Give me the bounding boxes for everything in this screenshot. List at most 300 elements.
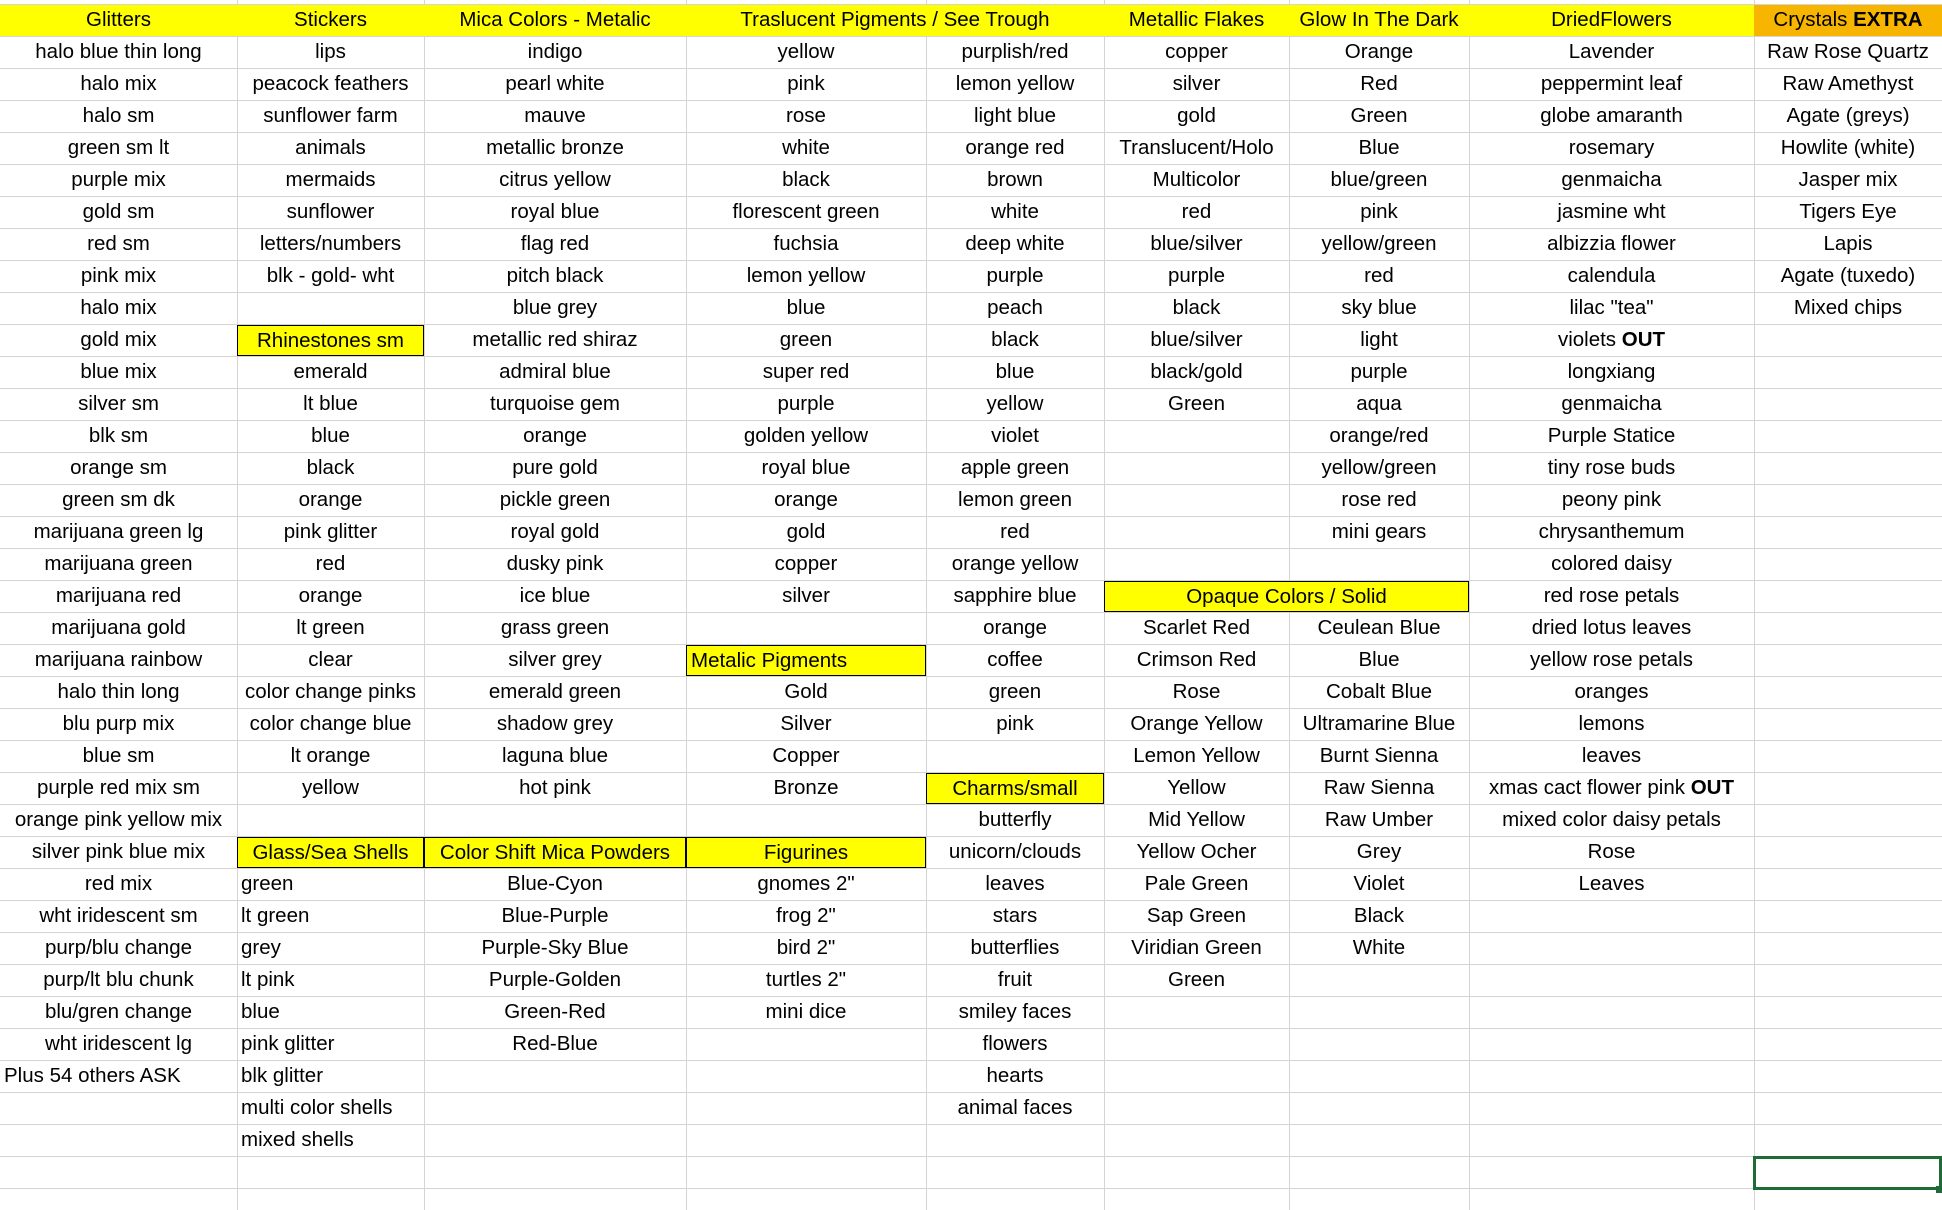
cell-text: mini dice — [765, 1000, 847, 1023]
table-cell[interactable] — [1104, 645, 1289, 676]
table-cell[interactable] — [237, 453, 424, 484]
table-cell[interactable] — [686, 421, 926, 452]
table-cell[interactable] — [686, 773, 926, 804]
table-cell[interactable] — [1289, 389, 1469, 420]
table-cell[interactable] — [1469, 869, 1754, 900]
table-cell[interactable] — [424, 645, 686, 676]
table-cell[interactable] — [237, 645, 424, 676]
table-cell[interactable] — [1104, 677, 1289, 708]
table-cell[interactable] — [424, 325, 686, 356]
table-cell[interactable] — [686, 901, 926, 932]
table-cell[interactable] — [0, 229, 237, 260]
table-cell[interactable] — [926, 1061, 1104, 1092]
table-cell[interactable] — [1104, 101, 1289, 132]
table-cell[interactable] — [0, 901, 237, 932]
table-cell[interactable] — [1469, 325, 1754, 356]
table-cell[interactable] — [424, 165, 686, 196]
table-cell[interactable] — [0, 69, 237, 100]
table-cell[interactable] — [424, 997, 686, 1028]
cell-text: marijuana gold — [51, 616, 186, 639]
cell-text: mixed color daisy petals — [1502, 808, 1721, 831]
cell-text: lemons — [1578, 712, 1645, 735]
table-cell[interactable] — [1289, 197, 1469, 228]
table-cell[interactable] — [237, 517, 424, 548]
table-cell[interactable] — [0, 933, 237, 964]
table-cell[interactable] — [1469, 229, 1754, 260]
table-cell[interactable] — [686, 165, 926, 196]
table-cell[interactable] — [237, 901, 424, 932]
table-cell[interactable] — [0, 1061, 237, 1092]
table-cell[interactable] — [0, 37, 237, 68]
cell-text: grey — [241, 936, 281, 959]
table-cell[interactable] — [0, 261, 237, 292]
section-header[interactable] — [237, 325, 424, 356]
table-cell[interactable] — [1104, 389, 1289, 420]
table-cell[interactable] — [1469, 613, 1754, 644]
table-cell[interactable] — [237, 197, 424, 228]
table-cell[interactable] — [926, 325, 1104, 356]
table-cell[interactable] — [0, 517, 237, 548]
table-cell[interactable] — [926, 229, 1104, 260]
table-cell[interactable] — [1469, 517, 1754, 548]
table-cell[interactable] — [424, 933, 686, 964]
table-cell[interactable] — [237, 869, 424, 900]
table-cell[interactable] — [1289, 773, 1469, 804]
table-cell[interactable] — [424, 485, 686, 516]
table-cell[interactable] — [1104, 37, 1289, 68]
table-cell[interactable] — [424, 69, 686, 100]
table-cell[interactable] — [926, 965, 1104, 996]
table-cell[interactable] — [686, 517, 926, 548]
table-cell[interactable] — [1289, 261, 1469, 292]
cell-text: orange — [298, 488, 363, 511]
table-cell[interactable] — [926, 485, 1104, 516]
table-cell[interactable] — [1289, 453, 1469, 484]
table-cell[interactable] — [424, 965, 686, 996]
table-cell[interactable] — [424, 709, 686, 740]
table-cell[interactable] — [686, 677, 926, 708]
table-cell[interactable] — [926, 613, 1104, 644]
table-cell[interactable] — [0, 805, 237, 836]
table-cell[interactable] — [0, 549, 237, 580]
column-header[interactable] — [1754, 5, 1942, 36]
cell-text: copper — [1165, 40, 1228, 63]
cell-text: blue — [311, 424, 350, 447]
table-cell[interactable] — [0, 837, 237, 868]
table-cell[interactable] — [237, 101, 424, 132]
cell-text: animals — [295, 136, 366, 159]
table-cell[interactable] — [926, 677, 1104, 708]
table-cell[interactable] — [1469, 101, 1754, 132]
table-cell[interactable] — [1289, 133, 1469, 164]
table-cell[interactable] — [686, 869, 926, 900]
table-cell[interactable] — [424, 229, 686, 260]
table-cell[interactable] — [926, 805, 1104, 836]
table-cell[interactable] — [1104, 709, 1289, 740]
column-header[interactable] — [686, 5, 1104, 36]
table-cell[interactable] — [0, 773, 237, 804]
table-cell[interactable] — [237, 933, 424, 964]
table-cell[interactable] — [926, 581, 1104, 612]
table-cell[interactable] — [424, 1029, 686, 1060]
table-cell[interactable] — [1289, 325, 1469, 356]
table-cell[interactable] — [1104, 773, 1289, 804]
table-cell[interactable] — [1289, 645, 1469, 676]
table-cell[interactable] — [686, 357, 926, 388]
table-cell[interactable] — [1289, 485, 1469, 516]
table-cell[interactable] — [237, 997, 424, 1028]
table-cell[interactable] — [1104, 133, 1289, 164]
table-cell[interactable] — [0, 485, 237, 516]
table-cell[interactable] — [237, 421, 424, 452]
cell-text: colored daisy — [1551, 552, 1672, 575]
cell-text: black — [991, 328, 1039, 351]
table-cell[interactable] — [1754, 133, 1942, 164]
table-cell[interactable] — [0, 421, 237, 452]
table-cell[interactable] — [424, 773, 686, 804]
table-cell[interactable] — [1754, 261, 1942, 292]
table-cell[interactable] — [1289, 357, 1469, 388]
cell-text: silver grey — [508, 648, 602, 671]
cell-text: Red-Blue — [512, 1032, 598, 1055]
table-cell[interactable] — [424, 581, 686, 612]
table-cell[interactable] — [0, 997, 237, 1028]
table-cell[interactable] — [926, 101, 1104, 132]
table-cell[interactable] — [237, 1029, 424, 1060]
cell-text: green — [988, 680, 1042, 703]
table-cell[interactable] — [237, 389, 424, 420]
table-cell[interactable] — [1104, 965, 1289, 996]
cell-text: Yellow — [1167, 776, 1226, 799]
table-cell[interactable] — [1754, 229, 1942, 260]
cell-text: royal gold — [510, 520, 600, 543]
table-cell[interactable] — [686, 37, 926, 68]
table-cell[interactable] — [686, 485, 926, 516]
table-cell[interactable] — [0, 645, 237, 676]
table-cell[interactable] — [0, 677, 237, 708]
table-cell[interactable] — [926, 933, 1104, 964]
table-cell[interactable] — [1754, 37, 1942, 68]
table-cell[interactable] — [1289, 165, 1469, 196]
table-cell[interactable] — [1104, 69, 1289, 100]
table-cell[interactable] — [1289, 677, 1469, 708]
table-cell[interactable] — [926, 421, 1104, 452]
table-cell[interactable] — [0, 613, 237, 644]
table-cell[interactable] — [686, 549, 926, 580]
table-cell[interactable] — [1469, 677, 1754, 708]
table-cell[interactable] — [1754, 293, 1942, 324]
section-header[interactable] — [424, 837, 686, 868]
table-cell[interactable] — [237, 229, 424, 260]
table-cell[interactable] — [424, 357, 686, 388]
table-cell[interactable] — [237, 1093, 424, 1124]
table-cell[interactable] — [926, 645, 1104, 676]
table-cell[interactable] — [0, 165, 237, 196]
table-cell[interactable] — [1469, 645, 1754, 676]
table-cell[interactable] — [237, 37, 424, 68]
table-cell[interactable] — [1104, 261, 1289, 292]
table-cell[interactable] — [1469, 389, 1754, 420]
table-cell[interactable] — [1754, 101, 1942, 132]
table-cell[interactable] — [0, 741, 237, 772]
table-cell[interactable] — [686, 741, 926, 772]
cell-text: silver — [1172, 72, 1221, 95]
table-cell[interactable] — [1469, 197, 1754, 228]
table-cell[interactable] — [237, 1125, 424, 1156]
table-cell[interactable] — [1469, 37, 1754, 68]
table-cell[interactable] — [686, 709, 926, 740]
table-cell[interactable] — [0, 869, 237, 900]
table-cell[interactable] — [686, 101, 926, 132]
table-cell[interactable] — [686, 581, 926, 612]
table-cell[interactable] — [686, 229, 926, 260]
table-cell[interactable] — [1104, 805, 1289, 836]
table-cell[interactable] — [0, 325, 237, 356]
cell-text: red sm — [87, 232, 150, 255]
fill-handle[interactable] — [1936, 1186, 1942, 1193]
table-cell[interactable] — [1104, 741, 1289, 772]
table-cell[interactable] — [1469, 133, 1754, 164]
table-cell[interactable] — [237, 581, 424, 612]
table-cell[interactable] — [0, 453, 237, 484]
table-cell[interactable] — [237, 485, 424, 516]
table-cell[interactable] — [1754, 165, 1942, 196]
table-cell[interactable] — [1469, 805, 1754, 836]
table-cell[interactable] — [424, 613, 686, 644]
cell-text: fruit — [997, 968, 1033, 991]
table-cell[interactable] — [1469, 485, 1754, 516]
cell-text: Blue-Cyon — [507, 872, 603, 895]
table-cell[interactable] — [1289, 229, 1469, 260]
table-cell[interactable] — [1104, 357, 1289, 388]
section-header[interactable] — [686, 837, 926, 868]
table-cell[interactable] — [926, 1093, 1104, 1124]
column-header[interactable] — [237, 5, 424, 36]
table-cell[interactable] — [686, 293, 926, 324]
column-header[interactable] — [1469, 5, 1754, 36]
table-cell[interactable] — [1289, 901, 1469, 932]
section-header[interactable] — [926, 773, 1104, 804]
table-cell[interactable] — [1469, 741, 1754, 772]
table-cell[interactable] — [237, 357, 424, 388]
table-cell[interactable] — [926, 549, 1104, 580]
table-cell[interactable] — [424, 101, 686, 132]
table-cell[interactable] — [237, 965, 424, 996]
table-cell[interactable] — [237, 1061, 424, 1092]
table-cell[interactable] — [686, 261, 926, 292]
cell-text: Figurines — [763, 841, 849, 864]
table-cell[interactable] — [1469, 357, 1754, 388]
table-cell[interactable] — [237, 165, 424, 196]
table-cell[interactable] — [237, 549, 424, 580]
table-cell[interactable] — [1469, 549, 1754, 580]
table-cell[interactable] — [926, 197, 1104, 228]
table-cell[interactable] — [1289, 805, 1469, 836]
table-cell[interactable] — [926, 453, 1104, 484]
cell-text: lips — [315, 40, 346, 63]
table-cell[interactable] — [926, 1029, 1104, 1060]
table-cell[interactable] — [1469, 773, 1754, 804]
table-cell[interactable] — [424, 37, 686, 68]
table-cell[interactable] — [237, 709, 424, 740]
section-header[interactable] — [686, 645, 926, 676]
cell-text: Mid Yellow — [1148, 808, 1245, 831]
table-cell[interactable] — [0, 389, 237, 420]
table-cell[interactable] — [424, 517, 686, 548]
cell-text: coffee — [987, 648, 1043, 671]
cell-text: rose red — [1341, 488, 1417, 511]
table-cell[interactable] — [926, 389, 1104, 420]
section-header[interactable] — [1104, 581, 1469, 612]
cell-text: red — [1000, 520, 1030, 543]
table-cell[interactable] — [686, 325, 926, 356]
cell-text: orange — [774, 488, 838, 511]
table-cell[interactable] — [1104, 165, 1289, 196]
cell-text: Charms/small — [952, 777, 1078, 800]
cell-text: yellow rose petals — [1530, 648, 1693, 671]
table-cell[interactable] — [237, 133, 424, 164]
table-cell[interactable] — [686, 389, 926, 420]
table-cell[interactable] — [0, 357, 237, 388]
table-cell[interactable] — [1289, 741, 1469, 772]
table-cell[interactable] — [1289, 37, 1469, 68]
table-cell[interactable] — [237, 613, 424, 644]
table-cell[interactable] — [424, 261, 686, 292]
table-cell[interactable] — [1104, 613, 1289, 644]
table-cell[interactable] — [237, 741, 424, 772]
table-cell[interactable] — [926, 261, 1104, 292]
table-cell[interactable] — [926, 869, 1104, 900]
table-cell[interactable] — [1289, 709, 1469, 740]
table-cell[interactable] — [926, 293, 1104, 324]
table-cell[interactable] — [0, 581, 237, 612]
table-cell[interactable] — [1104, 229, 1289, 260]
table-cell[interactable] — [424, 421, 686, 452]
table-cell[interactable] — [1289, 869, 1469, 900]
table-cell[interactable] — [1469, 69, 1754, 100]
table-cell[interactable] — [926, 165, 1104, 196]
cell-text: royal blue — [761, 456, 851, 479]
table-cell[interactable] — [1104, 837, 1289, 868]
cell-text: Orange — [1344, 40, 1414, 63]
table-cell[interactable] — [1469, 261, 1754, 292]
cell-text: marijuana green lg — [33, 520, 204, 543]
table-cell[interactable] — [1104, 325, 1289, 356]
cell-text: Blue — [1358, 136, 1400, 159]
table-cell[interactable] — [0, 101, 237, 132]
table-cell[interactable] — [1469, 581, 1754, 612]
table-cell[interactable] — [1104, 869, 1289, 900]
table-cell[interactable] — [0, 293, 237, 324]
table-cell[interactable] — [0, 197, 237, 228]
column-header[interactable] — [1104, 5, 1289, 36]
table-cell[interactable] — [1469, 293, 1754, 324]
table-cell[interactable] — [926, 517, 1104, 548]
table-cell[interactable] — [926, 133, 1104, 164]
table-cell[interactable] — [1289, 517, 1469, 548]
table-cell[interactable] — [424, 677, 686, 708]
table-cell[interactable] — [686, 133, 926, 164]
table-cell[interactable] — [424, 389, 686, 420]
table-cell[interactable] — [1754, 69, 1942, 100]
table-cell[interactable] — [1289, 837, 1469, 868]
table-cell[interactable] — [686, 197, 926, 228]
table-cell[interactable] — [0, 709, 237, 740]
cell-text: green sm dk — [62, 488, 175, 511]
table-cell[interactable] — [424, 453, 686, 484]
table-cell[interactable] — [1289, 421, 1469, 452]
active-cell-selection[interactable] — [1753, 1156, 1942, 1190]
table-cell[interactable] — [1469, 837, 1754, 868]
table-cell[interactable] — [1104, 293, 1289, 324]
cell-text: lt green — [296, 616, 365, 639]
table-cell[interactable] — [424, 869, 686, 900]
table-cell[interactable] — [1289, 613, 1469, 644]
table-cell[interactable] — [686, 933, 926, 964]
table-cell[interactable] — [1754, 197, 1942, 228]
cell-text: black — [782, 168, 830, 191]
table-cell[interactable] — [1469, 421, 1754, 452]
table-cell[interactable] — [424, 133, 686, 164]
cell-text: apple green — [960, 456, 1070, 479]
table-cell[interactable] — [1289, 293, 1469, 324]
cell-text: Cobalt Blue — [1326, 680, 1432, 703]
table-cell[interactable] — [424, 741, 686, 772]
table-cell[interactable] — [686, 997, 926, 1028]
table-cell[interactable] — [1289, 933, 1469, 964]
table-cell[interactable] — [1469, 165, 1754, 196]
table-cell[interactable] — [686, 965, 926, 996]
table-cell[interactable] — [1289, 69, 1469, 100]
table-cell[interactable] — [424, 293, 686, 324]
table-cell[interactable] — [926, 837, 1104, 868]
table-cell[interactable] — [0, 965, 237, 996]
table-cell[interactable] — [926, 69, 1104, 100]
table-cell[interactable] — [1104, 933, 1289, 964]
table-cell[interactable] — [0, 1029, 237, 1060]
cell-text: yellow/green — [1321, 232, 1437, 255]
table-cell[interactable] — [926, 997, 1104, 1028]
table-cell[interactable] — [237, 261, 424, 292]
table-cell[interactable] — [237, 677, 424, 708]
cell-text: marijuana green — [44, 552, 193, 575]
table-cell[interactable] — [237, 69, 424, 100]
table-cell[interactable] — [1289, 101, 1469, 132]
cell-text: silver pink blue mix — [31, 840, 206, 863]
cell-text: violet — [991, 424, 1039, 447]
table-cell[interactable] — [0, 133, 237, 164]
table-cell[interactable] — [1104, 197, 1289, 228]
column-header[interactable] — [1289, 5, 1469, 36]
cell-text: leaves — [985, 872, 1045, 895]
table-cell[interactable] — [686, 69, 926, 100]
section-header[interactable] — [237, 837, 424, 868]
table-cell[interactable] — [926, 37, 1104, 68]
table-cell[interactable] — [424, 901, 686, 932]
table-cell[interactable] — [424, 197, 686, 228]
table-cell[interactable] — [926, 357, 1104, 388]
table-cell[interactable] — [424, 549, 686, 580]
table-cell[interactable] — [237, 773, 424, 804]
table-cell[interactable] — [926, 901, 1104, 932]
table-cell[interactable] — [1104, 901, 1289, 932]
table-cell[interactable] — [926, 709, 1104, 740]
table-cell[interactable] — [1469, 709, 1754, 740]
column-header[interactable] — [0, 5, 237, 36]
column-header[interactable] — [424, 5, 686, 36]
table-cell[interactable] — [686, 453, 926, 484]
table-cell[interactable] — [1469, 453, 1754, 484]
